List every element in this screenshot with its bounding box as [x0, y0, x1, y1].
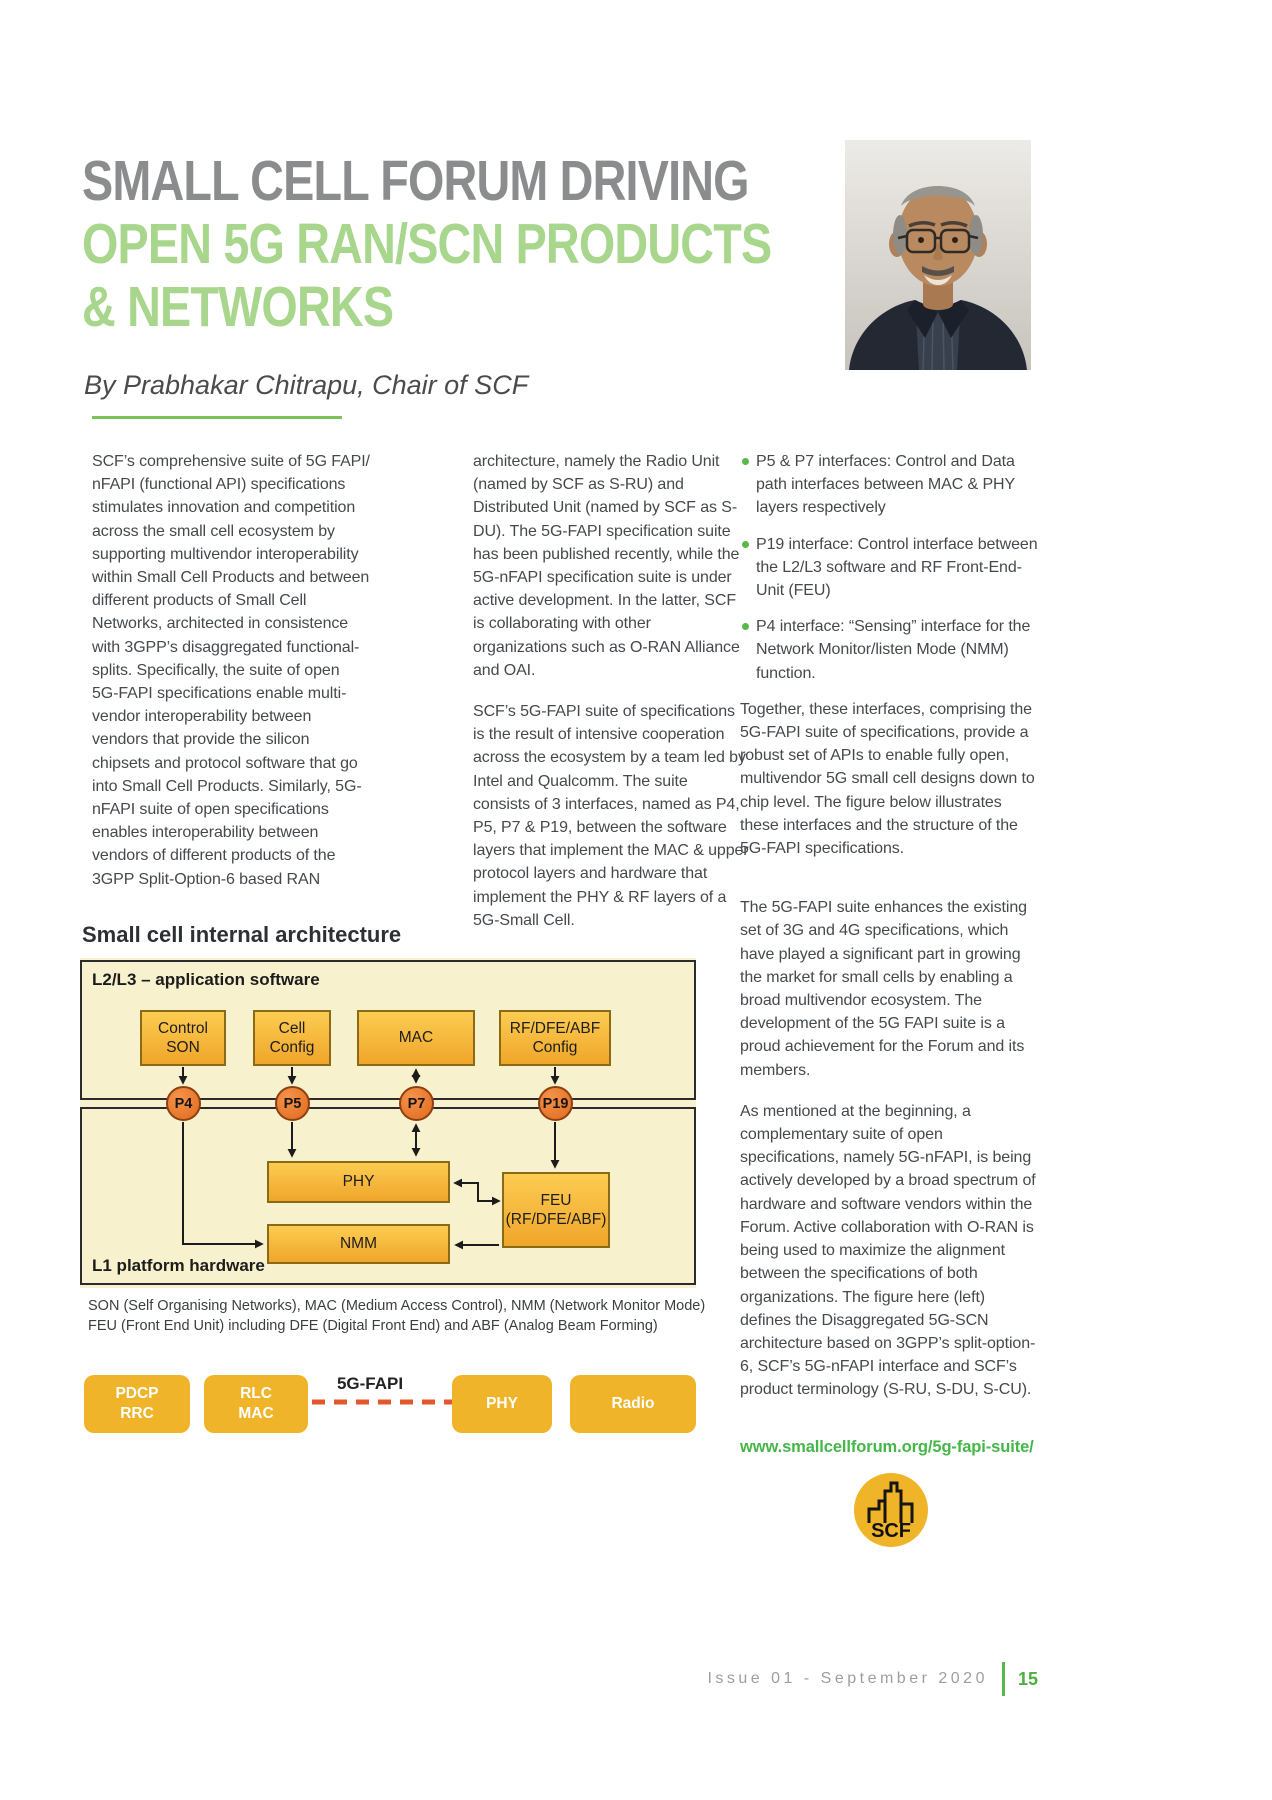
paragraph: The 5G-FAPI suite enhances the existing set of 3G and 4G specifications, which have played a significant part in growing the market for small cells by enabling a broad multivendor ecosystem. The development of the 5G FAPI suite is a proud achievement for the Forum and its members.	[740, 899, 1027, 1079]
author-portrait-graphic	[845, 140, 1031, 370]
paragraph: Together, these interfaces, comprising the 5G-FAPI suite of specifications, provide a robust set of APIs to enable fully open, multivendor 5G small cell designs down to chip level. The figure below illustrates these interfaces and the structure of the 5G-FAPI specifications.	[740, 700, 1035, 858]
box-label-line: FEU	[540, 1191, 572, 1209]
pipeline-box-rlc-mac	[204, 1375, 308, 1433]
figure-heading: Small cell internal architecture	[82, 922, 402, 947]
box-label-line: Radio	[611, 1394, 655, 1412]
byline-divider	[92, 416, 342, 419]
box-label-line: NMM	[339, 1235, 378, 1253]
box-label-line: PHY	[342, 1173, 375, 1191]
page-title-line3: & NETWORKS	[82, 275, 394, 339]
box-label-line: MAC	[238, 1405, 274, 1422]
paragraph: architecture, namely the Radio Unit (named by SCF as S-RU) and Distributed Unit (named by SCF as S-DU). The 5G-FAPI specification suite has been published recently, while the 5G-nFAPI specification suite is under active development. In the latter, SCF is collaborating with other organizations such as O-RAN Alliance and OAI.	[473, 453, 740, 679]
byline: By Prabhakar Chitrapu, Chair of SCF	[84, 370, 529, 400]
page-title-line2: OPEN 5G RAN/SCN PRODUCTS	[82, 212, 772, 276]
diagram-box-mac	[357, 1010, 475, 1066]
box-label-line: Control	[158, 1019, 208, 1037]
diagram-box-nmm	[267, 1224, 450, 1264]
author-photo	[845, 140, 1031, 370]
interface-node-p19: P19	[538, 1086, 573, 1121]
article-column-1	[92, 450, 370, 909]
disaggregated-stack-diagram	[80, 1372, 696, 1436]
box-label-line: PHY	[486, 1394, 518, 1412]
box-label-line: SON	[166, 1039, 200, 1056]
diagram-box-cell-config	[253, 1010, 331, 1066]
interface-bullet-list	[740, 450, 1038, 685]
box-label-line: RLC	[240, 1384, 272, 1402]
scf-logo-graphic	[852, 1471, 930, 1549]
article-column-2	[473, 450, 749, 950]
pipeline-box-radio	[570, 1375, 696, 1433]
box-label-line: PDCP	[115, 1384, 159, 1402]
bullet-item: P5 & P7 interfaces: Control and Data path interfaces between MAC & PHY layers respectively	[740, 450, 1038, 520]
interface-node-p5: P5	[275, 1086, 310, 1121]
scf-logo-text: SCF	[871, 1519, 911, 1542]
bullet-item: P19 interface: Control interface between the L2/L3 software and RF Front-End-Unit (FEU)	[740, 533, 1038, 603]
box-label-line: Config	[532, 1039, 578, 1056]
pipeline-box-phy	[452, 1375, 552, 1433]
interface-node-p7: P7	[399, 1086, 434, 1121]
box-label-line: RF/DFE/ABF	[509, 1019, 601, 1037]
bullet-item: P4 interface: “Sensing” interface for the Network Monitor/listen Mode (NMM) function.	[740, 615, 1038, 685]
l2l3-region-label: L2/L3 – application software	[92, 970, 320, 989]
interface-node-p4: P4	[166, 1086, 201, 1121]
figure-caption-line1: SON (Self Organising Networks), MAC (Medium Access Control), NMM (Network Monitor Mode)	[88, 1298, 706, 1314]
diagram-box-rf-config	[499, 1010, 611, 1066]
l1-region-label: L1 platform hardware	[92, 1256, 265, 1275]
architecture-diagram	[80, 958, 696, 1288]
article-column-3	[740, 450, 1038, 1549]
diagram-box-feu	[502, 1172, 610, 1248]
pipeline-5g-fapi-label: 5G-FAPI	[336, 1374, 404, 1393]
paragraph: SCF’s comprehensive suite of 5G FAPI/ nFAPI (functional API) specifications stimulates innovation and competition across the small cell ecosystem by supporting multivendor interoperability within Small Cell Products and between different products of Small Cell Networks, architected in consistence with 3GPP’s disaggregated functional-splits. Specifically, the suite of open 5G-FAPI specifications enable multi-vendor interoperability between vendors that provide the silicon chipsets and protocol software that go into Small Cell Products. Similarly, 5G-nFAPI suite of open specifications enables interoperability between vendors of different products of the 3GPP Split-Option-6 based RAN	[92, 453, 370, 888]
scf-logo	[852, 1471, 930, 1549]
diagram-box-control-son	[140, 1010, 226, 1066]
pipeline-box-pdcp-rrc	[84, 1375, 190, 1433]
page-number: 15	[1017, 1668, 1038, 1689]
figure-caption-line2: FEU (Front End Unit) including DFE (Digital Front End) and ABF (Analog Beam Forming)	[88, 1317, 658, 1334]
figure-caption	[88, 1297, 718, 1336]
paragraph: As mentioned at the beginning, a complementary suite of open specifications, namely 5G-nFAPI, is being actively developed by a broad spectrum of hardware and software vendors within the Forum. Active collaboration with O-RAN is being used to maximize the alignment between the specifications of both organizations. The figure here (left) defines the Disaggregated 5G-SCN architecture based on 3GPP’s split-option-6, SCF’s 5G-nFAPI interface and SCF’s product terminology (S-RU, S-DU, S-CU).	[740, 1102, 1036, 1399]
page-footer	[700, 1660, 1038, 1698]
issue-label: Issue 01 - September 2020	[707, 1670, 988, 1687]
paragraph: SCF’s 5G-FAPI suite of specifications is the result of intensive cooperation across the ecosystem by a team led by Intel and Qualcomm. The suite consists of 3 interfaces, named as P4, P5, P7 & P19, between the software layers that implement the MAC & upper protocol layers and hardware that implement the PHY & RF layers of a 5G-Small Cell.	[473, 703, 749, 929]
page-title-line1: SMALL CELL FORUM DRIVING	[82, 149, 749, 213]
diagram-box-phy	[267, 1161, 450, 1203]
fapi-suite-link[interactable]: www.smallcellforum.org/5g-fapi-suite/	[740, 1437, 1034, 1456]
box-label-line: RRC	[120, 1405, 154, 1422]
box-label-line: MAC	[398, 1029, 434, 1047]
footer-divider	[1002, 1662, 1005, 1696]
box-label-line: Config	[269, 1039, 315, 1056]
dashed-connector	[312, 1396, 452, 1408]
box-label-line: (RF/DFE/ABF)	[505, 1211, 607, 1228]
page-title	[82, 150, 771, 339]
box-label-line: Cell	[278, 1019, 306, 1037]
